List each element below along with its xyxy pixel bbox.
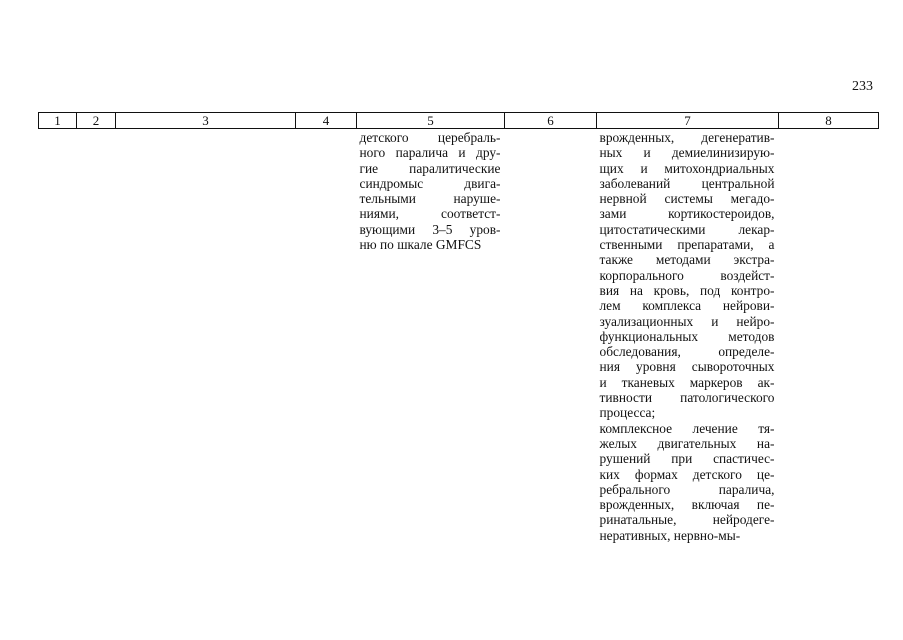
cell-col-5 bbox=[357, 129, 505, 544]
text-line: вия на кровь, под контро- bbox=[599, 282, 775, 298]
text-line: процесса; bbox=[599, 405, 656, 421]
text-line: врожденных, дегенератив- bbox=[599, 130, 775, 145]
text-line: и тканевых маркеров ак- bbox=[599, 374, 775, 390]
diagnosis-text bbox=[357, 129, 505, 252]
text-line: обследования, определе- bbox=[599, 344, 775, 360]
text-line: вующими 3–5 уров- bbox=[359, 221, 501, 237]
text-line: корпорального воздейст- bbox=[599, 267, 775, 283]
column-number-row bbox=[39, 113, 879, 129]
text-line: ния уровня сывороточных bbox=[599, 359, 775, 375]
text-line: лем комплекса нейрови- bbox=[599, 298, 775, 314]
text-line: гие паралитические bbox=[359, 160, 501, 176]
text-line: нервной системы мегадо- bbox=[599, 191, 775, 207]
text-line: ных и демиелинизирую- bbox=[599, 145, 775, 161]
text-line: ственными препаратами, а bbox=[599, 237, 775, 253]
text-line: зуализационных и нейро- bbox=[599, 313, 775, 329]
text-line: ню по шкале GMFCS bbox=[359, 237, 482, 253]
text-line: ринатальные, нейродеге- bbox=[599, 512, 775, 528]
text-line: заболеваний центральной bbox=[599, 175, 775, 191]
text-line: желых двигательных на- bbox=[599, 435, 775, 451]
text-line: зами кортикостероидов, bbox=[599, 206, 775, 222]
column-header-3: 3 bbox=[116, 113, 296, 129]
text-line: врожденных, включая пе- bbox=[599, 497, 775, 513]
column-header-2: 2 bbox=[77, 113, 116, 129]
text-line: ких формах детского це- bbox=[599, 466, 775, 482]
cell-col-2 bbox=[77, 129, 116, 544]
column-header-1: 1 bbox=[39, 113, 77, 129]
text-line: ниями, соответст- bbox=[359, 206, 501, 222]
document-table bbox=[38, 112, 879, 543]
column-header-7: 7 bbox=[597, 113, 779, 129]
column-header-4: 4 bbox=[296, 113, 357, 129]
text-line: синдромыс двига- bbox=[359, 175, 501, 191]
cell-col-8 bbox=[779, 129, 879, 544]
text-line: цитостатическими лекар- bbox=[599, 221, 775, 237]
column-header-5: 5 bbox=[357, 113, 505, 129]
text-line: неративных, нервно-мы- bbox=[599, 527, 741, 543]
text-line: тельными наруше- bbox=[359, 191, 501, 207]
column-header-6: 6 bbox=[505, 113, 597, 129]
column-header-8: 8 bbox=[779, 113, 879, 129]
cell-col-4 bbox=[296, 129, 357, 544]
text-line: рушений при спастичес- bbox=[599, 451, 775, 467]
page-number: 233 bbox=[852, 79, 873, 94]
table-row bbox=[39, 129, 879, 544]
text-line: ребрального паралича, bbox=[599, 481, 775, 497]
cell-col-3 bbox=[116, 129, 296, 544]
cell-col-6 bbox=[505, 129, 597, 544]
text-line: щих и митохондриальных bbox=[599, 160, 775, 176]
cell-col-1 bbox=[39, 129, 77, 544]
treatment-text bbox=[597, 129, 779, 543]
cell-col-7 bbox=[597, 129, 779, 544]
text-line: функциональных методов bbox=[599, 328, 775, 344]
text-line: тивности патологического bbox=[599, 390, 775, 406]
text-line: комплексное лечение тя- bbox=[599, 420, 775, 436]
text-line: ного паралича и дру- bbox=[359, 145, 501, 161]
text-line: также методами экстра- bbox=[599, 252, 775, 268]
text-line: детского церебраль- bbox=[359, 130, 501, 145]
